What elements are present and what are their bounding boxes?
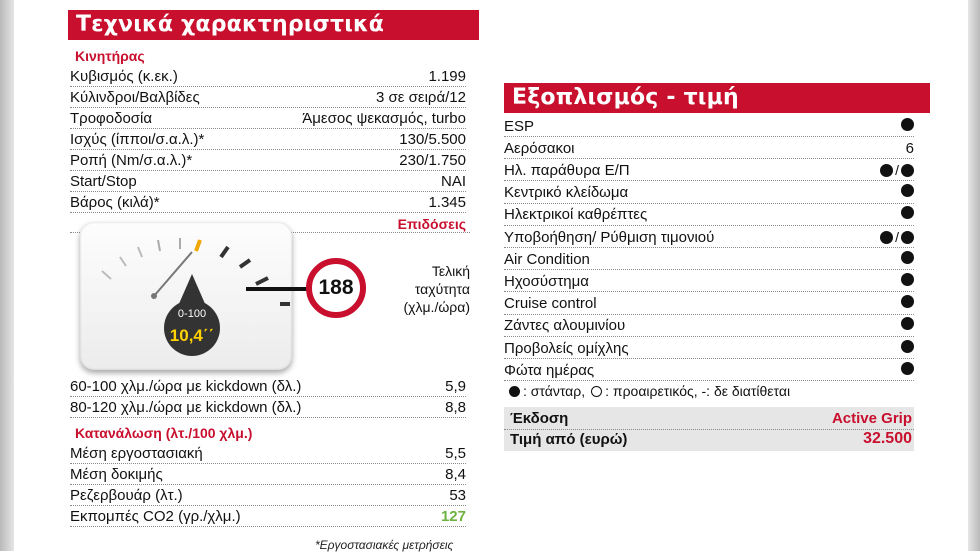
- performance-section-head: Επιδόσεις: [397, 216, 466, 232]
- equipment-row-value: 6: [905, 139, 914, 157]
- top-speed-caption-line1: Τελική: [431, 263, 470, 279]
- equipment-row: [504, 205, 914, 226]
- engine-spec-row: [70, 66, 466, 87]
- consumption-row: [70, 485, 466, 506]
- engine-spec-row-label: Ισχύς (ίπποι/σ.α.λ.)*: [70, 130, 205, 148]
- legend-optional-text: : προαιρετικός, -: δε διατίθεται: [605, 383, 791, 399]
- top-speed-badge: 188: [306, 258, 366, 318]
- standard-dot-icon: [901, 362, 914, 379]
- kickdown-row: [70, 397, 466, 418]
- kickdown-row: [70, 376, 466, 397]
- kickdown-row-value: 5,9: [445, 377, 466, 395]
- equipment-row: [504, 249, 914, 270]
- equipment-legend: [509, 383, 790, 399]
- engine-spec-row-label: Start/Stop: [70, 172, 137, 190]
- standard-dot-icon: [509, 386, 520, 397]
- legend-standard-text: : στάνταρ,: [523, 383, 586, 399]
- equipment-row-label: Ηχοσύστημα: [504, 272, 589, 290]
- acceleration-value: 10,4΄΄: [169, 326, 215, 345]
- specs-title: Τεχνικά χαρακτηριστικά: [68, 10, 479, 40]
- consumption-row: [70, 506, 466, 527]
- consumption-row-label: Εκπομπές CO2 (γρ./χλμ.): [70, 507, 241, 525]
- equipment-row-label: Υποβοήθηση/ Ρύθμιση τιμονιού: [504, 228, 715, 246]
- right-page-edge: [968, 0, 980, 551]
- equipment-title: Εξοπλισμός - τιμή: [504, 83, 930, 113]
- standard-dot-pair-icon: /: [880, 229, 914, 245]
- engine-spec-row-value: 1.345: [428, 193, 466, 211]
- price-divider: [504, 429, 914, 430]
- equipment-row: [504, 160, 914, 181]
- standard-dot-icon: [901, 317, 914, 334]
- gauge-dial-icon: [80, 222, 292, 370]
- consumption-row-value: 8,4: [445, 465, 466, 483]
- engine-spec-row-value: 1.199: [428, 67, 466, 85]
- top-speed-caption-line3: (χλμ./ώρα): [403, 299, 470, 315]
- version-label: Έκδοση: [510, 410, 569, 427]
- engine-spec-row: [70, 108, 466, 129]
- equipment-row: [504, 294, 914, 315]
- top-speed-connector: [246, 287, 308, 291]
- equipment-row-label: Κεντρικό κλείδωμα: [504, 184, 629, 202]
- engine-spec-row-label: Τροφοδοσία: [70, 109, 153, 127]
- standard-dot-icon: [901, 340, 914, 357]
- standard-dot-icon: [901, 184, 914, 201]
- standard-dot-icon: [901, 206, 914, 223]
- equipment-row: [504, 116, 914, 137]
- consumption-row-value: 127: [440, 507, 466, 525]
- equipment-row: [504, 271, 914, 292]
- price-label: Τιμή από (ευρώ): [510, 431, 628, 448]
- equipment-row-label: ESP: [504, 117, 535, 135]
- equipment-row-label: Ηλεκτρικοί καθρέπτες: [504, 206, 648, 224]
- acceleration-gauge: [80, 222, 292, 370]
- version-value: Active Grip: [831, 410, 912, 427]
- kickdown-row-label: 60-100 χλμ./ώρα με kickdown (δλ.): [70, 377, 302, 395]
- equipment-row: [504, 360, 914, 381]
- left-page-edge: [0, 0, 14, 551]
- equipment-row: [504, 227, 914, 248]
- standard-dot-pair-icon: /: [880, 162, 914, 178]
- engine-spec-row: [70, 129, 466, 150]
- equipment-row-label: Προβολείς ομίχλης: [504, 339, 629, 357]
- consumption-row-value: 53: [449, 486, 466, 504]
- engine-spec-row-label: Βάρος (κιλά)*: [70, 193, 160, 211]
- engine-section-head: Κινητήρας: [75, 48, 145, 64]
- engine-spec-row-value: Άμεσος ψεκασμός, turbo: [302, 109, 466, 127]
- engine-spec-row: [70, 150, 466, 171]
- equipment-row-label: Αερόσακοι: [504, 139, 575, 157]
- equipment-row: [504, 316, 914, 337]
- kickdown-row-label: 80-120 χλμ./ώρα με kickdown (δλ.): [70, 398, 302, 416]
- top-speed-caption-line2: ταχύτητα: [414, 281, 470, 297]
- engine-spec-row-value: ΝΑΙ: [440, 172, 466, 190]
- engine-spec-row-value: 230/1.750: [399, 151, 466, 169]
- consumption-row: [70, 464, 466, 485]
- engine-spec-row-label: Κυβισμός (κ.εκ.): [70, 67, 178, 85]
- equipment-row-label: Air Condition: [504, 250, 590, 268]
- engine-spec-row: [70, 192, 466, 213]
- equipment-row-label: Cruise control: [504, 295, 597, 313]
- standard-dot-icon: [901, 295, 914, 312]
- kickdown-row-value: 8,8: [445, 398, 466, 416]
- standard-dot-icon: [901, 251, 914, 268]
- engine-spec-row-value: 3 σε σειρά/12: [376, 88, 466, 106]
- engine-spec-row-label: Κύλινδροι/Βαλβίδες: [70, 88, 200, 106]
- engine-spec-row: [70, 87, 466, 108]
- consumption-section-head: Κατανάλωση (λτ./100 χλμ.): [75, 425, 253, 441]
- top-speed-caption: [380, 262, 470, 316]
- standard-dot-icon: [901, 273, 914, 290]
- equipment-row: [504, 183, 914, 204]
- consumption-row-label: Μέση δοκιμής: [70, 465, 163, 483]
- consumption-row-label: Ρεζερβουάρ (λτ.): [70, 486, 183, 504]
- price-box: [504, 407, 914, 451]
- equipment-row: [504, 338, 914, 359]
- optional-circle-icon: [591, 386, 602, 397]
- engine-spec-row: [70, 171, 466, 192]
- factory-footnote: *Εργοστασιακές μετρήσεις: [315, 538, 454, 552]
- price-value: 32.500: [863, 430, 912, 447]
- equipment-row-label: Φώτα ημέρας: [504, 361, 595, 379]
- consumption-row-label: Μέση εργοστασιακή: [70, 444, 203, 462]
- engine-spec-row-label: Ροπή (Nm/σ.α.λ.)*: [70, 151, 193, 169]
- engine-spec-row-value: 130/5.500: [399, 130, 466, 148]
- consumption-row-value: 5,5: [445, 444, 466, 462]
- standard-dot-icon: [901, 118, 914, 135]
- equipment-row-label: Ζάντες αλουμινίου: [504, 317, 626, 335]
- equipment-row-label: Ηλ. παράθυρα Ε/Π: [504, 161, 630, 179]
- consumption-row: [70, 443, 466, 464]
- equipment-row: [504, 138, 914, 159]
- acceleration-label: 0-100: [177, 308, 207, 320]
